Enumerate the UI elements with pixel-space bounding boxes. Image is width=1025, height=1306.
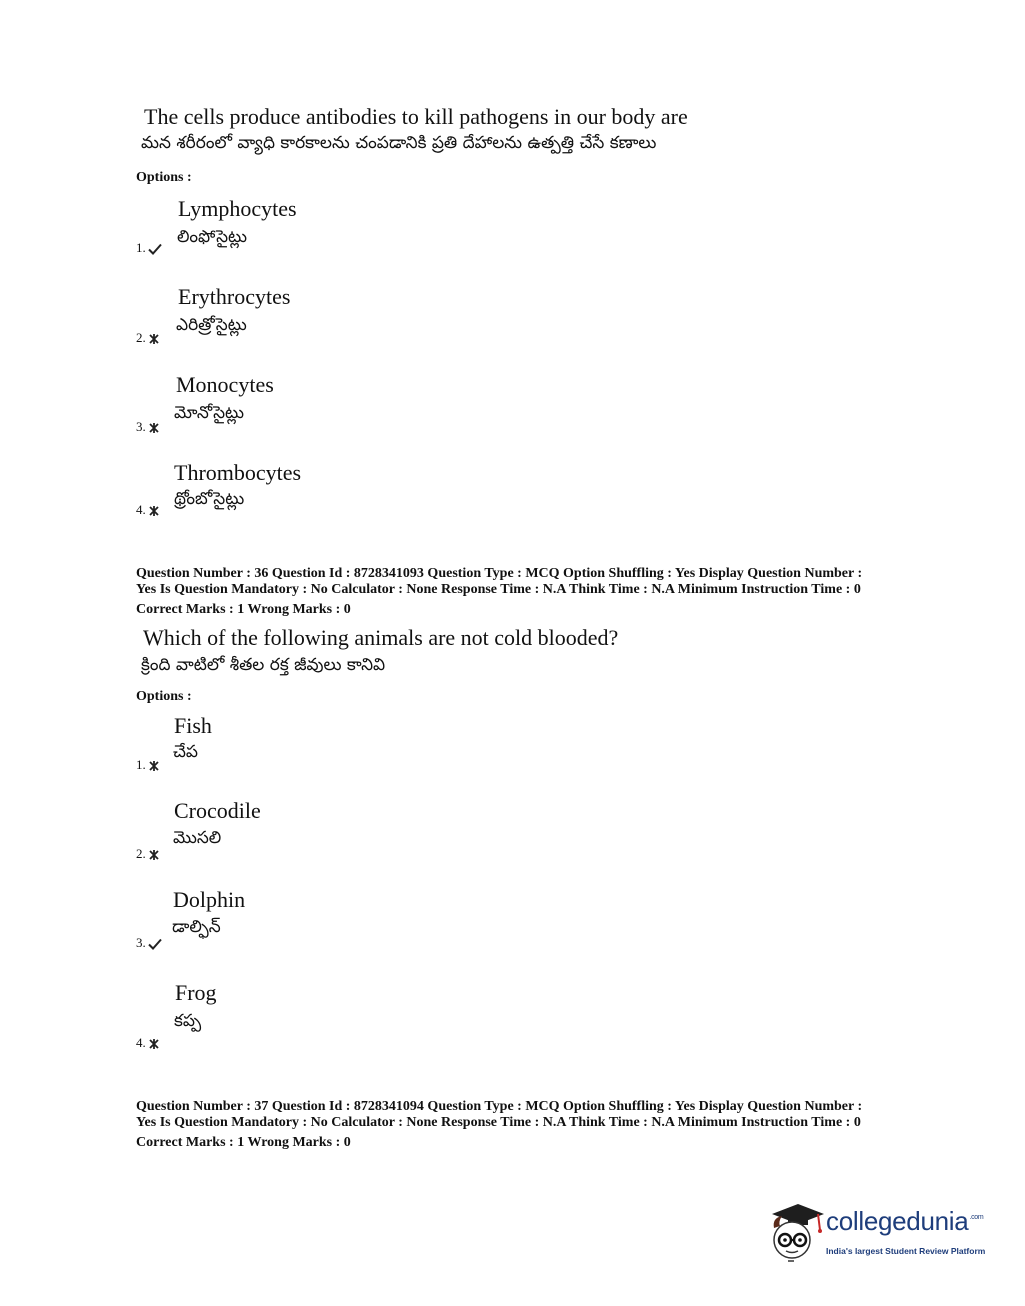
check-icon	[148, 243, 162, 255]
option-4-number: 4.	[136, 502, 162, 518]
collegedunia-logo	[766, 1198, 996, 1268]
option-3-text-te: మోనోసైట్లు	[174, 403, 245, 423]
question-36-text-en: Which of the following animals are not cold blooded?	[143, 625, 619, 650]
mascot-icon	[766, 1200, 826, 1264]
option-2-text-te: మొసలి	[173, 828, 222, 848]
option-1-text-te: లింఫోసైట్లు	[177, 227, 248, 247]
option-2-text-en: Erythrocytes	[178, 284, 291, 309]
option-1-number: 1.	[136, 240, 162, 256]
option-4-text-te: థ్రోంబోసైట్లు	[174, 489, 245, 509]
option-1-number: 1.	[136, 757, 162, 773]
options-label: Options :	[136, 170, 192, 185]
option-3-text-te: డాల్ఫిన్	[172, 917, 221, 937]
option-1-text-te: చేప	[173, 742, 199, 762]
question-37-meta-line-2: Yes Is Question Mandatory : No Calculator : None Response Time : N.A Think Time : N.A Minimum Instruction Time : 0	[136, 1115, 861, 1130]
question-37-meta-line-1: Question Number : 37 Question Id : 8728341094 Question Type : MCQ Option Shuffling : Yes Display Question Number :	[136, 1099, 863, 1114]
cross-icon	[148, 422, 162, 434]
option-1-text-en: Lymphocytes	[178, 196, 297, 221]
question-36-meta-line-3: Correct Marks : 1 Wrong Marks : 0	[136, 602, 351, 617]
cross-icon	[148, 333, 162, 345]
option-3-text-en: Dolphin	[173, 887, 246, 912]
question-35-text-en: The cells produce antibodies to kill pathogens in our body are	[144, 104, 688, 129]
cross-icon	[148, 1038, 162, 1050]
option-4-text-te: కప్ప	[174, 1011, 202, 1031]
option-2-text-te: ఎరిత్రోసైట్లు	[176, 315, 247, 335]
question-36-meta-line-1: Question Number : 36 Question Id : 8728341093 Question Type : MCQ Option Shuffling : Yes Display Question Number :	[136, 566, 863, 581]
cross-icon	[148, 505, 162, 517]
option-4-text-en: Thrombocytes	[174, 460, 302, 485]
option-2-text-en: Crocodile	[174, 798, 261, 823]
cross-icon	[148, 760, 162, 772]
cross-icon	[148, 849, 162, 861]
option-3-number: 3.	[136, 419, 162, 435]
option-1-text-en: Fish	[174, 713, 212, 738]
logo-tagline: India's largest Student Review Platform	[826, 1246, 986, 1256]
options-label: Options :	[136, 689, 192, 704]
question-35-text-te: మన శరీరంలో వ్యాధి కారకాలను చంపడానికి ప్రతి దేహాలను ఉత్పత్తి చేసే కణాలు	[141, 133, 657, 153]
question-36-text-te: క్రింది వాటిలో శీతల రక్త జీవులు కానివి	[141, 655, 386, 675]
option-4-number: 4.	[136, 1035, 162, 1051]
option-2-number: 2.	[136, 330, 162, 346]
option-2-number: 2.	[136, 846, 162, 862]
option-3-text-en: Monocytes	[176, 372, 274, 397]
option-4-text-en: Frog	[175, 980, 217, 1005]
logo-brand-text: collegedunia$^{.com}$	[826, 1206, 984, 1236]
option-3-number: 3.	[136, 935, 162, 951]
question-36-meta-line-2: Yes Is Question Mandatory : No Calculator : None Response Time : N.A Think Time : N.A Minimum Instruction Time : 0	[136, 582, 861, 597]
check-icon	[148, 938, 162, 950]
question-37-meta-line-3: Correct Marks : 1 Wrong Marks : 0	[136, 1135, 351, 1150]
